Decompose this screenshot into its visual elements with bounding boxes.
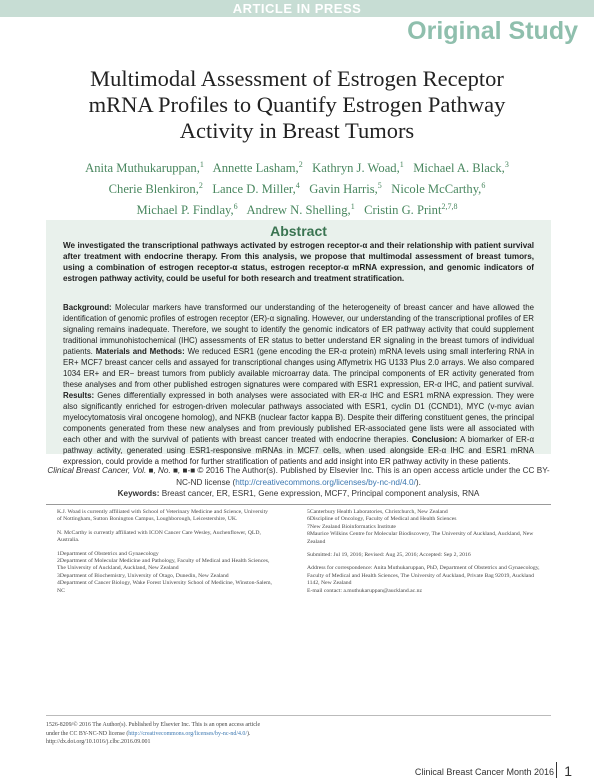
section-label: Original Study (407, 17, 578, 45)
author-affiliation: 1 (350, 202, 355, 212)
author-affiliation: 2 (198, 181, 203, 191)
author-name[interactable]: Annette Lasham, (212, 161, 299, 176)
author-name[interactable]: Nicole McCarthy, (391, 182, 482, 197)
keywords-line (46, 489, 551, 498)
citation-tail: ). (415, 478, 421, 487)
abstract-heading: Abstract (270, 223, 327, 239)
doi-link[interactable]: http://dx.doi.org/10.1016/j.clbc.2016.09.001 (46, 739, 151, 745)
footer-divider (46, 715, 551, 716)
methods-label: Materials and Methods: (95, 347, 185, 356)
footnote: 8Maurice Wilkins Centre for Molecular Biodiscovery, The University of Auckland, Auckland, New Zealand (307, 531, 534, 545)
author-affiliation: 1 (399, 160, 404, 169)
background-label: Background: (63, 303, 112, 312)
citation-text: © 2016 The Author(s). Published by Elsevier Inc. This is an open access article under the CC BY-NC-ND license ( (176, 466, 550, 487)
conclusion-text: A biomarker of ER-α pathway activity, generated using ESR1-responsive mRNAs in MCF7 cells, when used alongside ER-α IHC and ESR1 mRNA expression, could provide a method for further stratification of patients and add insight into ER pathway activity in these patients. (63, 435, 535, 466)
author-line-2 (30, 177, 564, 198)
divider (46, 504, 551, 505)
footnotes-right (307, 509, 542, 595)
correspondence-address: Address for correspondence: Anita Muthukaruppan, PhD, Department of Obstetrics and Gynaecology, Faculty of Medical and Health Sciences, The University of Auckland, Private Bag 92019, Auckland 1142, New Zealand (307, 565, 540, 587)
article-title (40, 66, 554, 144)
author-name[interactable]: Anita Muthukaruppan, (85, 161, 200, 176)
author-affiliation: 4 (295, 181, 300, 191)
license-tail: ). (246, 730, 251, 737)
author-line-1 (30, 156, 564, 177)
footnote: 1Department of Obstetrics and Gynaecology (57, 550, 159, 557)
footnote: 6Discipline of Oncology, Faculty of Medical and Health Sciences (307, 516, 457, 523)
keywords-text: Breast cancer, ER, ESR1, Gene expression, MCF7, Principal component analysis, RNA (161, 489, 480, 498)
author-name[interactable]: Andrew N. Shelling, (246, 203, 351, 218)
author-affiliation: 2 (298, 160, 303, 169)
author-affiliation: 6 (481, 181, 486, 191)
author-name[interactable]: Cherie Blenkiron, (108, 182, 199, 197)
title-line-1: Multimodal Assessment of Estrogen Receptor (90, 66, 504, 91)
copyright-block (46, 721, 326, 747)
author-affiliation: 1 (199, 160, 204, 169)
methods-text: We reduced ESR1 (gene encoding the ER-α protein) mRNA levels using small interfering RNA in ER+ MCF7 breast cancer cells and assayed for transcriptional changes using Affymetrix HG U133 Plus 2.0 arrays. We also compared 1034 ER+ and ER− breast tumors from publicly available microarray data. The principal components of ER activity generated from these analyses and from other published estrogen signatures were compared with ESR1 expression, ER-α IHC, and patient survival. (63, 347, 535, 389)
author-name[interactable]: Kathryn J. Woad, (312, 161, 400, 176)
license-url[interactable]: http://creativecommons.org/licenses/by-nc-nd/4.0/ (128, 730, 247, 737)
keywords-label: Keywords: (117, 489, 160, 498)
abstract-body (63, 302, 534, 467)
issn-line: 1526-8209/© 2016 The Author(s). Published by Elsevier Inc. This is an open access article (46, 722, 261, 728)
license-line (46, 730, 326, 739)
results-label: Results: (63, 391, 95, 400)
footnote: K.J. Woad is currently affiliated with School of Veterinary Medicine and Science, University of Nottingham, Sutton Bonington Campus, Loughborough, Leicestershire, UK. (57, 509, 269, 523)
title-line-3: Activity in Breast Tumors (179, 118, 415, 143)
title-line-2: mRNA Profiles to Quantify Estrogen Pathway (88, 92, 506, 117)
footnotes-left (57, 509, 272, 595)
correspondence-email[interactable]: E-mail contact: a.muthukaruppan@auckland.ac.nz (307, 587, 422, 594)
footnote: 3Department of Biochemistry, University of Otago, Dunedin, New Zealand (57, 572, 229, 579)
author-name[interactable]: Michael A. Black, (413, 161, 505, 176)
footnote: 2Department of Molecular Medicine and Pathology, Faculty of Medical and Health Sciences, The University of Auckland, Auckland, New Zealand (57, 558, 270, 572)
author-name[interactable]: Michael P. Findlay, (136, 203, 234, 218)
article-in-press-label: ARTICLE IN PRESS (232, 1, 362, 16)
author-list (30, 156, 564, 220)
conclusion-label: Conclusion: (411, 435, 458, 444)
footnote: 7New Zealand Bioinformatics Institute (307, 523, 396, 530)
footer-separator (556, 762, 557, 778)
author-line-3 (30, 198, 564, 219)
citation-line (46, 465, 551, 489)
journal-citation: Clinical Breast Cancer, Vol. ■, No. ■, ■-■ (47, 466, 196, 475)
footnote: N. McCarthy is currently affiliated with ICON Cancer Care Wesley, Auchenflower, QLD, Australia. (57, 529, 261, 544)
results-text: Genes differentially expressed in both analyses were associated with ER-α IHC and ESR1 mRNA expression. They were also significantly enriched for estrogen-driven molecular pathways associated with ESR1, cyclin D1 (CCND1), MYC (v-myc avian myelocytomatosis viral oncogene homolog), and NFKB (nuclear factor kappa B). Despite their differing constituent genes, the principal components generated from these new analyses and from previously published ER-associated gene lists were all associated with each other and with the survival of patients with breast cancer treated with endocrine therapies. (63, 391, 534, 444)
author-affiliation: 5 (377, 181, 382, 191)
author-name[interactable]: Gavin Harris, (309, 182, 378, 197)
abstract-summary: We investigated the transcriptional pathways activated by estrogen receptor-α and their relationship with patient survival after treatment with endocrine therapy. From this analysis, we propose that multimodal assessment of breast tumors, using a combination of estrogen receptor-α status, estrogen receptor-α mRNA expression, and genomic indicators of estrogen pathway activity, could be useful for both research and treatment stratification. (63, 241, 534, 283)
license-text: under the CC BY-NC-ND license ( (46, 730, 129, 737)
author-affiliation: 3 (504, 160, 509, 169)
footnote: 5Canterbury Health Laboratories, Christchurch, New Zealand (307, 509, 448, 515)
author-affiliation: 6 (233, 202, 238, 212)
license-link[interactable]: http://creativecommons.org/licenses/by-nc-nd/4.0/ (235, 478, 416, 487)
background-text: Molecular markers have transformed our understanding of the heterogeneity of breast cancer and have allowed the identification of genomic profiles of estrogen receptor (ER)-α signaling. However, our understanding of the transcriptional profiles of ER signaling remains inadequate. Therefore, we sought to identify the genomic indicators of ER pathway activity that could supplement traditional immunohistochemical (IHC) assessments of ER status to better understand ER signaling in the breast tumors of individual patients. (63, 303, 534, 356)
author-name[interactable]: Cristin G. Print (364, 203, 442, 218)
page-number: 1 (564, 763, 572, 779)
journal-footer: Clinical Breast Cancer Month 2016 (414, 767, 554, 777)
author-name[interactable]: Lance D. Miller, (212, 182, 296, 197)
author-affiliation: 2,7,8 (441, 202, 458, 212)
footnote: 4Department of Cancer Biology, Wake Forest University School of Medicine, Winston-Salem, NC (57, 580, 272, 594)
submission-dates: Submitted: Jul 19, 2016; Revised: Aug 25, 2016; Accepted: Sep 2, 2016 (307, 552, 471, 559)
